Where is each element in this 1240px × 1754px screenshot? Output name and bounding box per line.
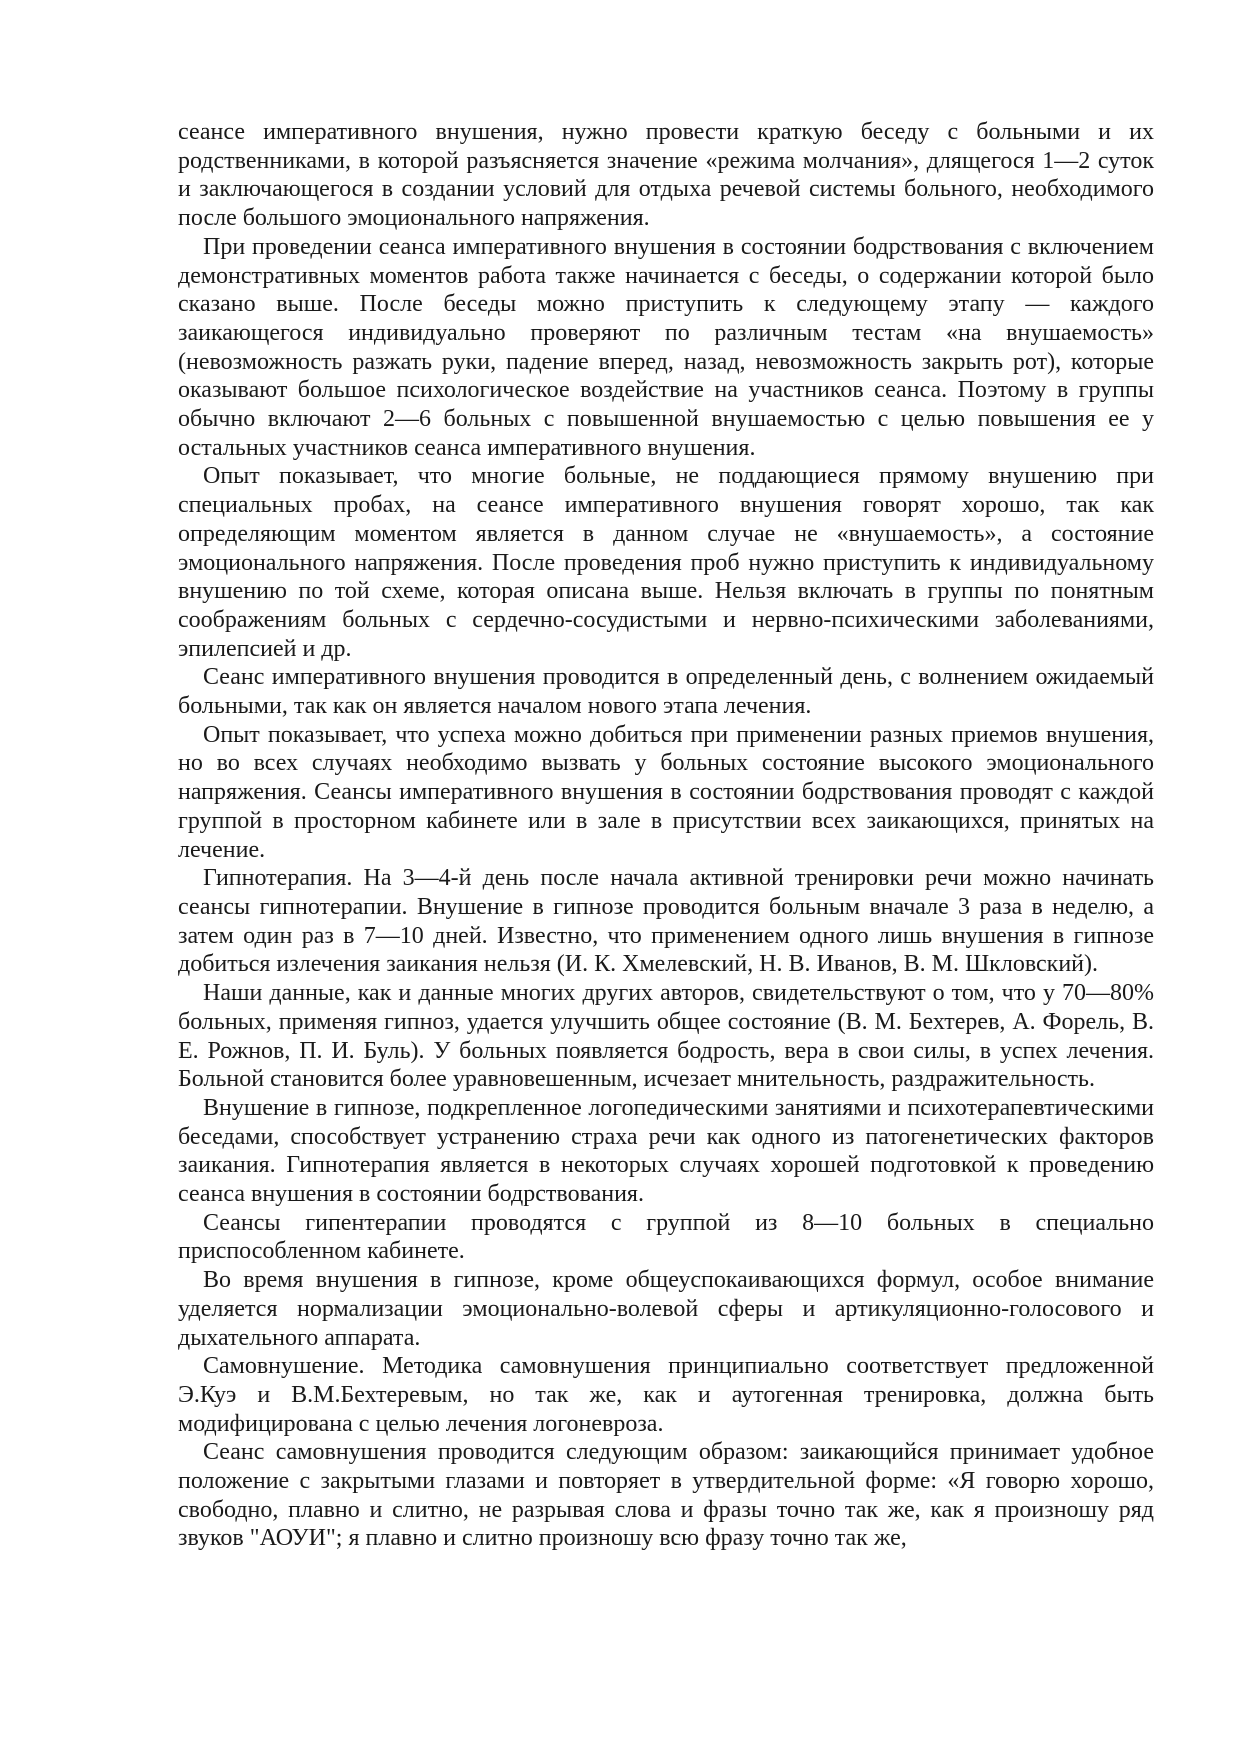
paragraph-3: Опыт показывает, что многие больные, не поддающиеся прямому внушению при специальных пробах, на сеансе императивного внушения говорят хорошо, так как определяющим моментом является в данном случае не «внушаемость», а состояние эмоционального напряжения. После проведения проб нужно приступить к индивидуальному внушению по той схеме, которая описана выше. Нельзя включать в группы по понятным соображениям больных с сердечно-сосудистыми и нервно-психическими заболеваниями, эпилепсией и др.: [178, 463, 1154, 662]
paragraph-5: Опыт показывает, что успеха можно добиться при применении разных приемов внушения, но во всех случаях необходимо вызвать у больных состояние высокого эмоционального напряжения. Сеансы императивного внушения в состоянии бодрствования проводят с каждой группой в просторном кабинете или в зале в присутствии всех заикающихся, принятых на лечение.: [178, 721, 1154, 863]
paragraph-1: сеансе императивного внушения, нужно провести краткую беседу с больными и их родственниками, в которой разъясняется значение «режима молчания», длящегося 1—2 суток и заключающегося в создании условий для отдыха речевой системы больного, необходимого после большого эмоционального напряжения.: [178, 119, 1154, 232]
paragraph-6: Гипнотерапия. На 3—4-й день после начала активной тренировки речи можно начинать сеансы гипнотерапии. Внушение в гипнозе проводится больным вначале 3 раза в неделю, а затем один раз в 7—10 дней. Известно, что применением одного лишь внушения в гипнозе добиться излечения заикания нельзя (И. К. Хмелевский, Н. В. Иванов, В. М. Шкловский).: [178, 865, 1154, 978]
paragraph-10: Во время внушения в гипнозе, кроме общеуспокаивающихся формул, особое внимание уделяется нормализации эмоционально-волевой сферы и артикуляционно-голосового и дыхательного аппарата.: [178, 1267, 1154, 1351]
paragraph-8: Внушение в гипнозе, подкрепленное логопедическими занятиями и психотерапевтическими беседами, способствует устранению страха речи как одного из патогенетических факторов заикания. Гипнотерапия является в некоторых случаях хорошей подготовкой к проведению сеанса внушения в состоянии бодрствования.: [178, 1094, 1154, 1208]
paragraph-11: Самовнушение. Методика самовнушения принципиально соответствует предложенной Э.Куэ и В.М.Бехтеревым, но так же, как и аутогенная тренировка, должна быть модифицирована с целью лечения логоневроза.: [178, 1353, 1154, 1437]
paragraph-12: Сеанс самовнушения проводится следующим образом: заикающийся принимает удобное положение с закрытыми глазами и повторяет в утвердительной форме: «Я говорю хорошо, свободно, плавно и слитно, не разрывая слова и фразы точно так же, как я произношу ряд звуков "АОУИ"; я плавно и слитно произношу всю фразу точно так же,: [178, 1439, 1154, 1552]
paragraph-7: Наши данные, как и данные многих других авторов, свидетельствуют о том, что у 70—80% больных, применяя гипноз, удается улучшить общее состояние (В. М. Бехтерев, А. Форель, В. Е. Рожнов, П. И. Буль). У больных появляется бодрость, вера в свои силы, в успех лечения. Больной становится более уравновешенным, исчезает мнительность, раздражительность.: [178, 980, 1154, 1093]
document-page: [178, 118, 1154, 1553]
paragraph-2: При проведении сеанса императивного внушения в состоянии бодрствования с включением демонстративных моментов работа также начинается с беседы, о содержании которой было сказано выше. После беседы можно приступить к следующему этапу — каждого заикающегося индивидуально проверяют по различным тестам «на внушаемость» (невозможность разжать руки, падение вперед, назад, невозможность закрыть рот), которые оказывают большое психологическое воздействие на участников сеанса. Поэтому в группы обычно включают 2—6 больных с повышенной внушаемостью с целью повышения ее у остальных участников сеанса императивного внушения.: [178, 233, 1154, 461]
paragraph-4: Сеанс императивного внушения проводится в определенный день, с волнением ожидаемый больными, так как он является началом нового этапа лечения.: [178, 664, 1154, 720]
paragraph-9: Сеансы гипентерапии проводятся с группой из 8—10 больных в специально приспособленном кабинете.: [178, 1209, 1154, 1265]
